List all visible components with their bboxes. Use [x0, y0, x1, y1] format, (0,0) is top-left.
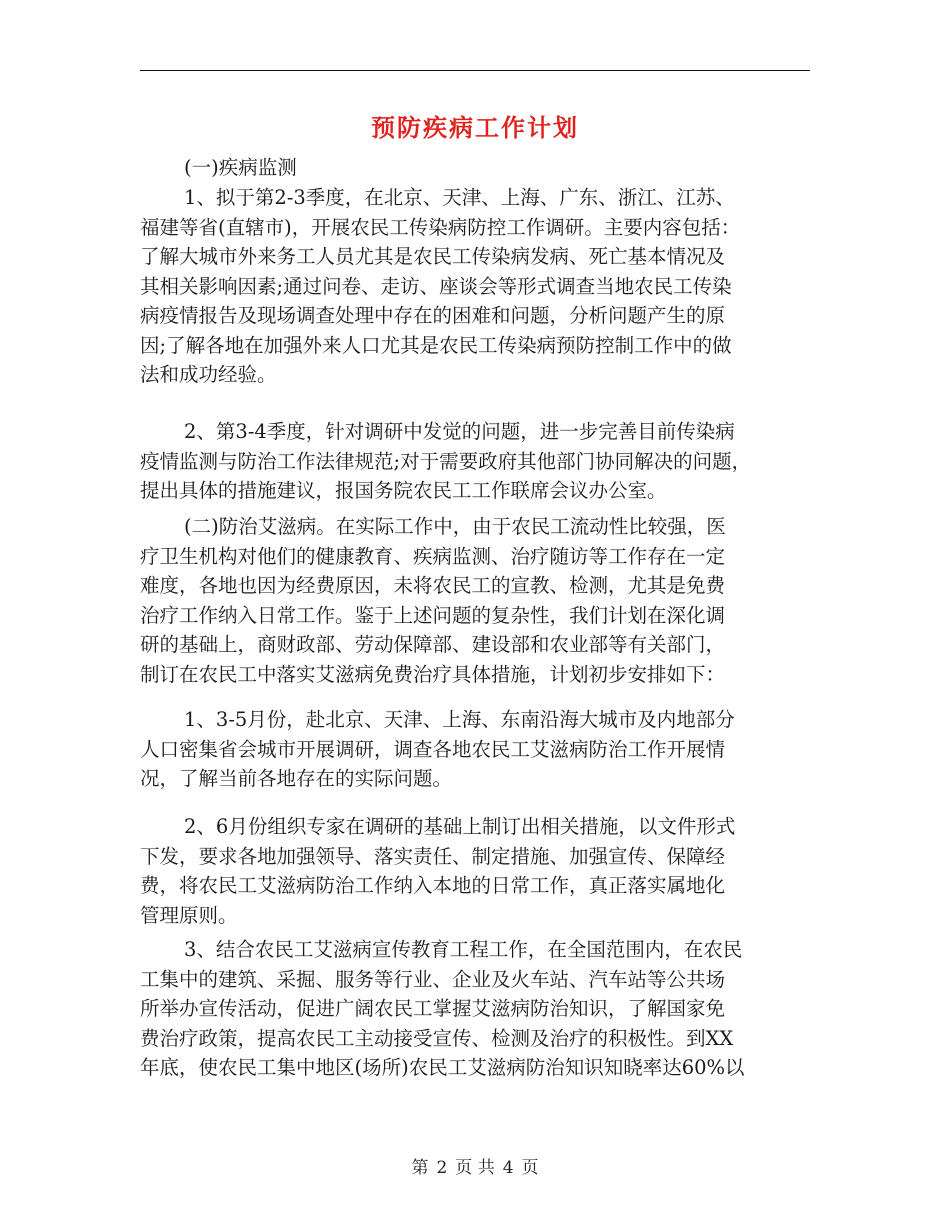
text-line: 2、6月份组织专家在调研的基础上制订出相关措施，以文件形式	[184, 815, 736, 838]
paragraph	[140, 417, 810, 506]
footer-middle: 页 共	[455, 1158, 495, 1178]
page-footer	[0, 1153, 950, 1178]
text-line: 因;了解各地在加强外来人口尤其是农民工传染病预防控制工作中的做	[140, 333, 732, 357]
text-line: 工集中的建筑、采掘、服务等行业、企业及火车站、汽车站等公共场	[140, 967, 726, 991]
text-line: (二)防治艾滋病。在实际工作中，由于农民工流动性比较强，医	[184, 515, 726, 538]
page-number: 2	[436, 1158, 448, 1178]
paragraph	[140, 512, 810, 689]
text-line: 1、3-5月份，赴北京、天津、上海、东南沿海大城市及内地部分	[184, 708, 735, 731]
text-line: 疗卫生机构对他们的健康教育、疾病监测、治疗随访等工作存在一定	[140, 544, 726, 568]
text-line: 了解大城市外来务工人员尤其是农民工传染病发病、死亡基本情况及	[140, 245, 726, 268]
text-line: 其相关影响因素;通过问卷、走访、座谈会等形式调查当地农民工传染	[140, 274, 732, 298]
text-line: 所举办宣传活动，促进广阔农民工掌握艾滋病防治知识，了解国家免	[140, 997, 726, 1020]
footer-suffix: 页	[521, 1158, 539, 1178]
text-line: 况，了解当前各地存在的实际问题。	[140, 767, 453, 790]
paragraph	[140, 812, 810, 930]
text-line: 费治疗政策，提高农民工主动接受宣传、检测及治疗的积极性。到XX	[140, 1026, 734, 1050]
text-line: 提出具体的措施建议，报国务院农民工工作联席会议办公室。	[140, 479, 667, 502]
text-line: 下发，要求各地加强领导、落实责任、制定措施、加强宣传、保障经	[140, 844, 726, 868]
text-line: 福建等省(直辖市)，开展农民工传染病防控工作调研。主要内容包括：	[140, 215, 741, 239]
header-rule	[140, 70, 810, 71]
text-line: 管理原则。	[140, 903, 238, 927]
text-line: 疫情监测与防治工作法律规范;对于需要政府其他部门协同解决的问题，	[140, 449, 752, 473]
text-line: 费，将农民工艾滋病防治工作纳入本地的日常工作，真正落实属地化	[140, 874, 726, 897]
text-line: (一)疾病监测	[184, 156, 297, 179]
footer-prefix: 第	[411, 1158, 429, 1178]
text-line: 难度，各地也因为经费原因，未将农民工的宣教、检测，尤其是免费	[140, 574, 726, 597]
paragraph	[140, 183, 810, 390]
total-pages: 4	[502, 1158, 514, 1178]
text-line: 研的基础上，商财政部、劳动保障部、建设部和农业部等有关部门，	[140, 633, 726, 656]
text-line: 年底，使农民工集中地区(场所)农民工艾滋病防治知识知晓率达60%以	[140, 1056, 745, 1079]
paragraph	[140, 705, 810, 794]
paragraph	[140, 935, 810, 1083]
document-title: 预防疾病工作计划	[371, 113, 579, 142]
text-line: 法和成功经验。	[140, 363, 277, 386]
text-line: 3、结合农民工艾滋病宣传教育工程工作，在全国范围内，在农民	[184, 938, 743, 961]
text-line: 人口密集省会城市开展调研，调查各地农民工艾滋病防治工作开展情	[140, 737, 726, 761]
text-line: 2、第3-4季度，针对调研中发觉的问题，进一步完善目前传染病	[184, 420, 735, 443]
text-line: 1、拟于第2-3季度，在北京、天津、上海、广东、浙江、江苏、	[184, 186, 735, 209]
text-line: 病疫情报告及现场调查处理中存在的困难和问题，分析问题产生的原	[140, 304, 726, 327]
text-line: 制订在农民工中落实艾滋病免费治疗具体措施，计划初步安排如下：	[140, 662, 726, 686]
paragraph	[140, 153, 810, 183]
text-line: 治疗工作纳入日常工作。鉴于上述问题的复杂性，我们计划在深化调	[140, 603, 726, 627]
